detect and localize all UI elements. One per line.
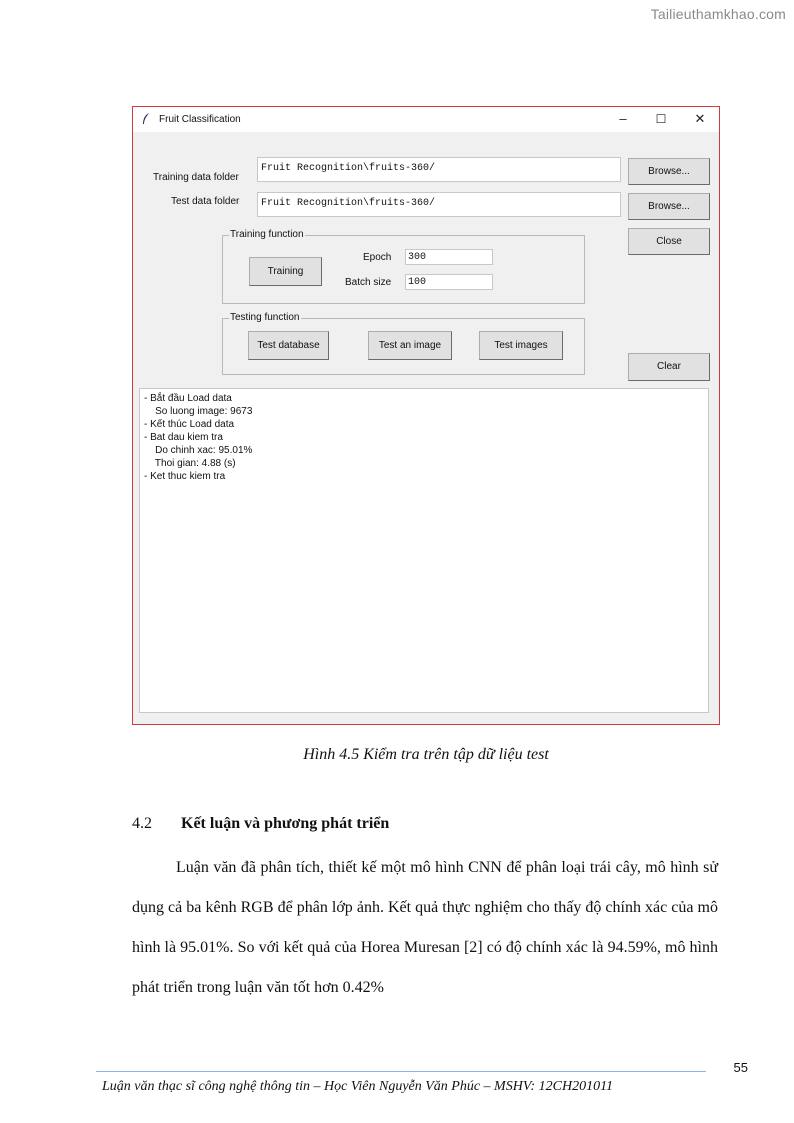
epoch-input[interactable]: 300: [405, 249, 493, 265]
close-button[interactable]: Close: [628, 228, 710, 255]
test-folder-input[interactable]: Fruit Recognition\fruits-360/: [257, 192, 621, 217]
window-client: [133, 132, 719, 724]
testing-frame: [222, 312, 585, 375]
log-line: Do chinh xac: 95.01%: [144, 445, 253, 456]
training-frame: [222, 229, 585, 304]
clear-button[interactable]: Clear: [628, 353, 710, 381]
log-line: So luong image: 9673: [144, 406, 253, 417]
maximize-button[interactable]: ☐: [655, 112, 667, 126]
log-line: - Bat dau kiem tra: [144, 432, 223, 443]
training-frame-title: Training function: [230, 229, 304, 240]
testing-frame-title: Testing function: [230, 312, 300, 323]
log-line: - Kết thúc Load data: [144, 419, 235, 430]
close-window-button[interactable]: ✕: [694, 111, 706, 126]
test-images-button[interactable]: Test images: [479, 331, 563, 360]
feather-icon: [141, 112, 151, 126]
footer-rule: [96, 1071, 706, 1072]
browse-training-button[interactable]: Browse...: [628, 158, 710, 185]
figure-caption: Hình 4.5 Kiểm tra trên tập dữ liệu test: [303, 746, 549, 763]
batch-size-label: Batch size: [345, 277, 392, 288]
page-footer: Luận văn thạc sĩ công nghệ thông tin – Học Viên Nguyễn Văn Phúc – MSHV: 12CH201011: [102, 1079, 614, 1094]
browse-test-button[interactable]: Browse...: [628, 193, 710, 220]
training-folder-input[interactable]: Fruit Recognition\fruits-360/: [257, 157, 621, 182]
log-output[interactable]: [139, 388, 709, 713]
test-database-button[interactable]: Test database: [248, 331, 329, 360]
training-folder-label: Training data folder: [153, 172, 239, 183]
app-window: [132, 106, 720, 725]
section-heading: [132, 815, 389, 833]
epoch-label: Epoch: [363, 252, 392, 263]
body-paragraph: [132, 848, 718, 1008]
window-title: Fruit Classification: [159, 114, 241, 125]
title-bar: [133, 107, 719, 132]
watermark: Tailieuthamkhao.com: [650, 6, 786, 22]
training-button[interactable]: Training: [249, 257, 322, 286]
log-line: Thoi gian: 4.88 (s): [144, 458, 236, 469]
batch-size-input[interactable]: 100: [405, 274, 493, 290]
paragraph-text: Luận văn đã phân tích, thiết kế một mô hình CNN để phân loại trái cây, mô hình sử dụng cả ba kênh RGB để phân lớp ảnh. Kết quả thực nghiệm cho thấy độ chính xác của mô hình là 95.01%. So với kết quả của Horea Muresan [2] có độ chính xác là 94.59%, mô hình phát triển trong luận văn tốt hơn 0.42%: [132, 859, 718, 996]
log-line: - Bắt đầu Load data: [144, 393, 232, 404]
page-number: 55: [733, 1060, 748, 1075]
test-an-image-button[interactable]: Test an image: [368, 331, 452, 360]
minimize-button[interactable]: –: [619, 111, 627, 126]
section-number: 4.2: [132, 815, 152, 832]
test-folder-label: Test data folder: [171, 196, 240, 207]
log-line: - Ket thuc kiem tra: [144, 471, 226, 482]
section-title: Kết luận và phương phát triển: [181, 815, 390, 832]
